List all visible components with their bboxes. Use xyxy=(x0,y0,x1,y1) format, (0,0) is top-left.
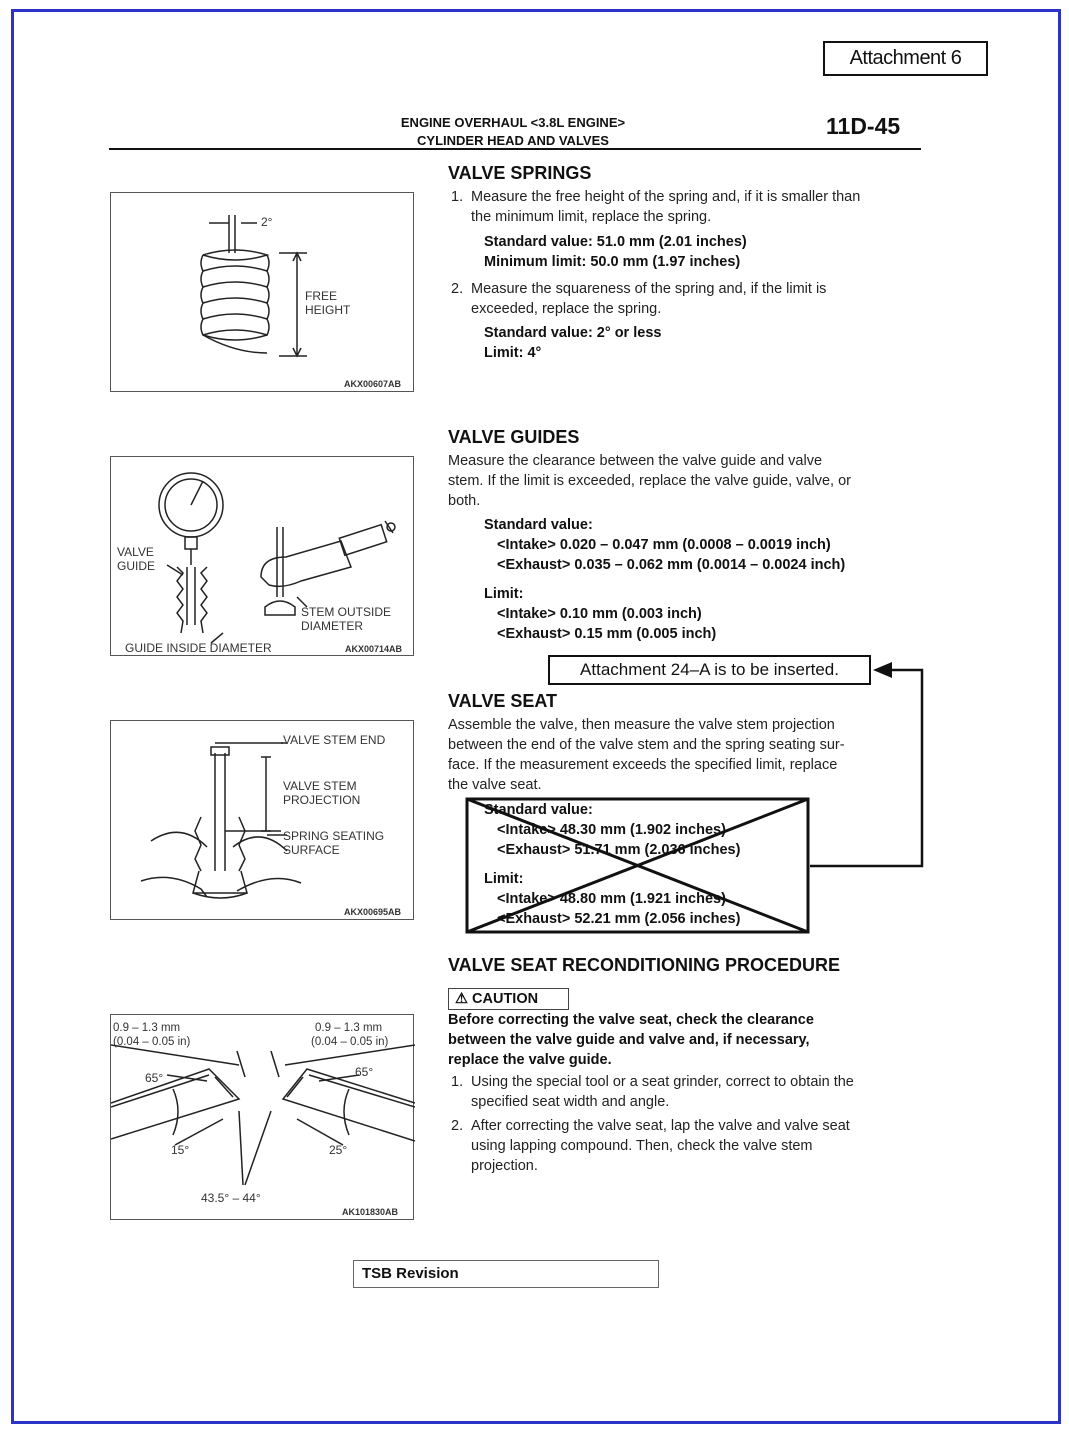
valve-seat-title: VALVE SEAT xyxy=(448,691,558,711)
paragraph-line: between the end of the valve stem and the spring seating sur- xyxy=(448,737,845,753)
guide-inside-label: GUIDE INSIDE DIAMETER xyxy=(125,641,272,655)
paragraph-line: both. xyxy=(448,493,481,509)
limit-exhaust: <Exhaust> 52.21 mm (2.056 inches) xyxy=(497,911,741,927)
limit-intake: <Intake> 0.10 mm (0.003 inch) xyxy=(497,606,702,622)
valve-guide-label-2: GUIDE xyxy=(117,559,156,573)
minimum-limit: Minimum limit: 50.0 mm (1.97 inches) xyxy=(484,254,741,270)
free-height-label-2: HEIGHT xyxy=(305,303,351,317)
step-text: Measure the squareness of the spring and, if the limit is xyxy=(471,281,827,297)
valve-guide-label-1: VALVE xyxy=(117,545,154,559)
standard-label: Standard value: xyxy=(484,517,593,533)
section-header: ENGINE OVERHAUL <3.8L ENGINE> xyxy=(400,115,626,130)
paragraph-line: stem. If the limit is exceeded, replace the valve guide, valve, or xyxy=(448,473,851,489)
step-text: After correcting the valve seat, lap the valve and valve seat xyxy=(471,1118,850,1134)
step-number: 1. xyxy=(451,1074,464,1090)
angle-65-left: 65° xyxy=(145,1071,164,1085)
valve-guide-drawing xyxy=(111,457,415,657)
standard-intake: <Intake> 48.30 mm (1.902 inches) xyxy=(497,822,726,838)
figure-code: AKX00607AB xyxy=(344,379,402,389)
width-right-1: 0.9 – 1.3 mm xyxy=(315,1022,383,1034)
free-height-label-1: FREE xyxy=(305,289,338,303)
valve-stem-end-label: VALVE STEM END xyxy=(283,733,386,747)
limit-value: Limit: 4° xyxy=(484,345,542,361)
figure-seat-angles xyxy=(110,1014,414,1220)
step-text: using lapping compound. Then, check the valve stem xyxy=(471,1138,813,1154)
header-rule xyxy=(109,148,921,150)
limit-intake: <Intake> 48.80 mm (1.921 inches) xyxy=(497,891,726,907)
width-right-2: (0.04 – 0.05 in) xyxy=(311,1036,389,1048)
recon-title: VALVE SEAT RECONDITIONING PROCEDURE xyxy=(448,955,841,975)
step-text: exceeded, replace the spring. xyxy=(471,301,662,317)
figure-valve-spring xyxy=(110,192,414,392)
angle-15: 15° xyxy=(171,1143,190,1157)
valve-guides-title: VALVE GUIDES xyxy=(448,427,580,447)
angle-65-right: 65° xyxy=(355,1065,374,1079)
step-number: 2. xyxy=(451,281,464,297)
paragraph-line: Measure the clearance between the valve guide and valve xyxy=(448,453,823,469)
spring-seating-label-2: SURFACE xyxy=(283,843,340,857)
caution-line: replace the valve guide. xyxy=(448,1052,612,1068)
limit-exhaust: <Exhaust> 0.15 mm (0.005 inch) xyxy=(497,626,717,642)
paragraph-line: the valve seat. xyxy=(448,777,542,793)
step-text: the minimum limit, replace the spring. xyxy=(471,209,712,225)
limit-label: Limit: xyxy=(484,871,524,887)
figure-code: AK101830AB xyxy=(342,1207,399,1217)
step-number: 1. xyxy=(451,189,464,205)
caution-line: Before correcting the valve seat, check the clearance xyxy=(448,1012,814,1028)
step-text: Using the special tool or a seat grinder, correct to obtain the xyxy=(471,1074,854,1090)
spring-seating-label-1: SPRING SEATING xyxy=(283,829,385,843)
figure-code: AKX00695AB xyxy=(344,907,402,917)
caution-line: between the valve guide and valve and, if necessary, xyxy=(448,1032,810,1048)
standard-intake: <Intake> 0.020 – 0.047 mm (0.0008 – 0.0019 inch) xyxy=(497,537,831,553)
caution-box xyxy=(448,988,569,1010)
width-left-2: (0.04 – 0.05 in) xyxy=(113,1036,191,1048)
tsb-revision: TSB Revision xyxy=(353,1260,659,1288)
width-left-1: 0.9 – 1.3 mm xyxy=(113,1022,181,1034)
attachment-label: Attachment 6 xyxy=(823,41,988,76)
standard-label: Standard value: xyxy=(484,802,593,818)
spring-angle-label: 2° xyxy=(261,215,273,229)
limit-label: Limit: xyxy=(484,586,524,602)
step-number: 2. xyxy=(451,1118,464,1134)
angle-25: 25° xyxy=(329,1143,348,1157)
warning-icon: ⚠ xyxy=(455,991,468,1007)
subsection-header: CYLINDER HEAD AND VALVES xyxy=(417,133,609,148)
figure-valve-guide xyxy=(110,456,414,656)
valve-seat-drawing xyxy=(111,721,415,921)
figure-code: AKX00714AB xyxy=(345,644,403,654)
step-text: projection. xyxy=(471,1158,538,1174)
standard-value: Standard value: 51.0 mm (2.01 inches) xyxy=(484,234,747,250)
step-text: Measure the free height of the spring and, if it is smaller than xyxy=(471,189,861,205)
paragraph-line: face. If the measurement exceeds the specified limit, replace xyxy=(448,757,838,773)
insert-note: Attachment 24–A is to be inserted. xyxy=(548,655,871,685)
valve-springs-title: VALVE SPRINGS xyxy=(448,163,592,183)
step-text: specified seat width and angle. xyxy=(471,1094,670,1110)
standard-value: Standard value: 2° or less xyxy=(484,325,662,341)
standard-exhaust: <Exhaust> 0.035 – 0.062 mm (0.0014 – 0.0024 inch) xyxy=(497,557,846,573)
page-number: 11D-45 xyxy=(826,113,901,139)
stem-outside-label-2: DIAMETER xyxy=(301,619,364,633)
standard-exhaust: <Exhaust> 51.71 mm (2.036 inches) xyxy=(497,842,741,858)
figure-valve-seat xyxy=(110,720,414,920)
caution-label: CAUTION xyxy=(472,991,539,1007)
stem-projection-label-1: VALVE STEM xyxy=(283,779,357,793)
stem-outside-label-1: STEM OUTSIDE xyxy=(301,605,392,619)
angle-44: 43.5° – 44° xyxy=(201,1191,261,1205)
paragraph-line: Assemble the valve, then measure the valve stem projection xyxy=(448,717,835,733)
stem-projection-label-2: PROJECTION xyxy=(283,793,361,807)
